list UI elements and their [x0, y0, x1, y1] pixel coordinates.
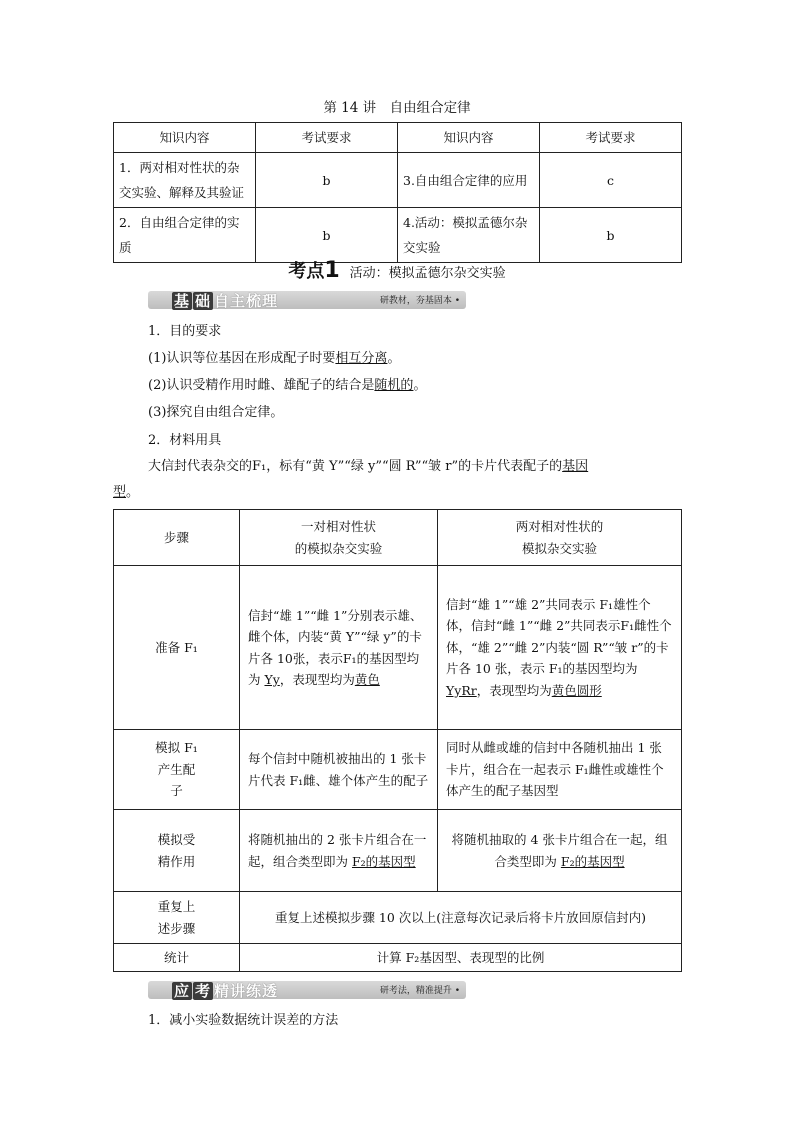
kaodian-text: 活动：模拟孟德尔杂交实验	[349, 266, 506, 281]
table-row	[114, 153, 682, 208]
header-cell: 一对相对性状 的模拟杂交实验	[240, 510, 438, 566]
section-banner-basics: 基 础 自主梳理 研教材，夯基固本 •	[148, 291, 466, 309]
banner-subtitle: 研教材，夯基固本 •	[379, 296, 460, 306]
header-cell: 考试要求	[540, 123, 682, 153]
step-cell: 准备 F₁	[114, 566, 240, 730]
table-cell: b	[540, 208, 682, 263]
table-row	[114, 944, 682, 972]
table-cell: 1．两对相对性状的杂交实验、解释及其验证	[114, 153, 256, 208]
table-cell: 信封“雄 1”“雌 1”分别表示雄、雌个体，内装“黄 Y”“绿 y”的卡片各 10张，表示F₁的基因型均为 Yy，表现型均为黄色	[240, 566, 438, 730]
banner-subtitle: 研考法，精准提升 •	[379, 986, 460, 996]
table-cell: 将随机抽出的 2 张卡片组合在一起，组合类型即为 F₂的基因型	[240, 810, 438, 892]
table-cell: b	[256, 208, 398, 263]
table-row	[114, 510, 682, 566]
header-cell: 步骤	[114, 510, 240, 566]
kaodian-heading	[0, 257, 794, 283]
step-cell: 模拟受 精作用	[114, 810, 240, 892]
table-cell: b	[256, 153, 398, 208]
materials-text: 大信封代表杂交的F₁，标有“黄 Y”“绿 y”“圆 R”“皱 r”的卡片代表配子的基因	[148, 459, 589, 474]
table-cell: c	[540, 153, 682, 208]
header-cell: 考试要求	[256, 123, 398, 153]
materials-text-cont: 型。	[113, 485, 140, 500]
table-cell: 将随机抽取的 4 张卡片组合在一起，组合类型即为 F₂的基因型	[438, 810, 682, 892]
table-row	[114, 730, 682, 810]
table-cell: 信封“雄 1”“雄 2”共同表示 F₁雄性个体，信封“雌 1”“雌 2”共同表示F₁雌性个体，“雄 2”“雌 2”内装“圆 R”“皱 r”的卡片各 10 张，表示 F₁的基因型均为 YyRr，表现型均为黄色圆形	[438, 566, 682, 730]
kaodian-label: 考点1	[288, 258, 340, 283]
step-cell: 统计	[114, 944, 240, 972]
table-row	[114, 810, 682, 892]
table-row	[114, 892, 682, 944]
purpose-item-2: (2)认识受精作用时雌、雄配子的结合是随机的。	[148, 378, 427, 393]
requirements-table	[113, 122, 682, 263]
purpose-item-3: (3)探究自由组合定律。	[148, 405, 284, 420]
table-cell: 3.自由组合定律的应用	[398, 153, 540, 208]
table-cell: 同时从雌或雄的信封中各随机抽出 1 张卡片，组合在一起表示 F₁雌性或雄性个体产生的配子基因型	[438, 730, 682, 810]
materials-heading: 2．材料用具	[148, 433, 222, 448]
table-cell: 计算 F₂基因型、表现型的比例	[240, 944, 682, 972]
table-cell: 2．自由组合定律的实质	[114, 208, 256, 263]
table-cell: 重复上述模拟步骤 10 次以上(注意每次记录后将卡片放回原信封内)	[240, 892, 682, 944]
section-banner-exam: 应 考 精讲练透 研考法，精准提升 •	[148, 981, 466, 999]
table-cell: 4.活动：模拟孟德尔杂交实验	[398, 208, 540, 263]
header-cell: 知识内容	[398, 123, 540, 153]
purpose-item-1: (1)认识等位基因在形成配子时要相互分离。	[148, 351, 401, 366]
simulation-table	[113, 509, 682, 972]
table-cell: 每个信封中随机被抽出的 1 张卡片代表 F₁雌、雄个体产生的配子	[240, 730, 438, 810]
table-row	[114, 123, 682, 153]
page-title: 第 14 讲 自由组合定律	[323, 100, 471, 116]
step-cell: 重复上 述步骤	[114, 892, 240, 944]
table-row	[114, 208, 682, 263]
table-row	[114, 566, 682, 730]
header-cell: 知识内容	[114, 123, 256, 153]
header-cell: 两对相对性状的 模拟杂交实验	[438, 510, 682, 566]
purpose-heading: 1．目的要求	[148, 324, 222, 339]
method-heading: 1．减小实验数据统计误差的方法	[148, 1013, 339, 1028]
step-cell: 模拟 F₁ 产生配 子	[114, 730, 240, 810]
